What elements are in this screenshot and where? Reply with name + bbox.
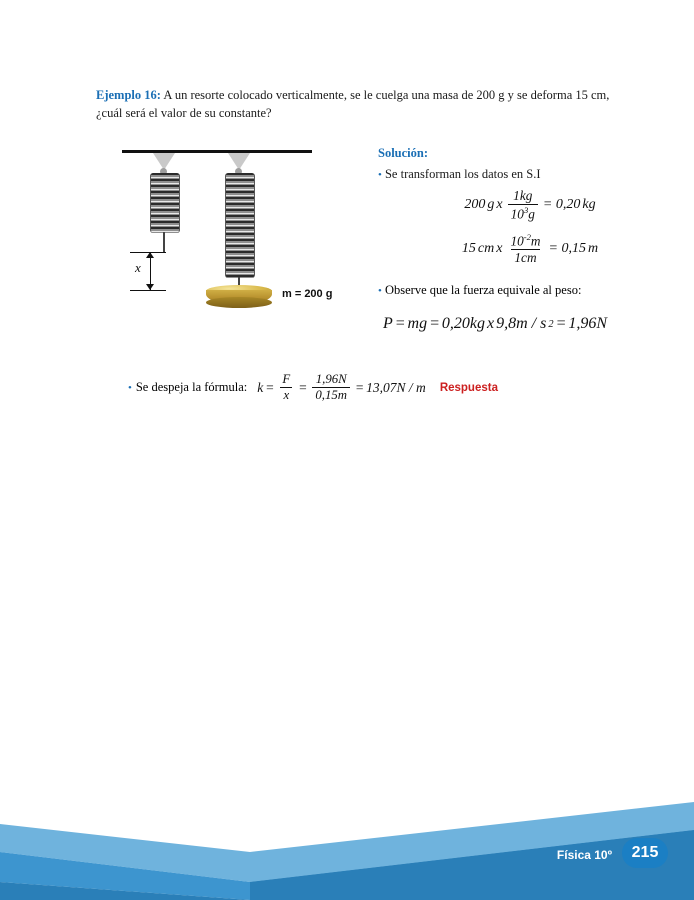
eq1-den-exp: 3: [523, 205, 529, 215]
x-arrow-down-icon: [146, 284, 154, 290]
solution-step-2-text: Observe que la fuerza equivale al peso:: [384, 283, 582, 297]
eq4-num-f: F: [282, 372, 291, 386]
eq1-denominator: [508, 204, 538, 222]
solution-title: Solución:: [378, 146, 429, 160]
eq1-numerator: 1kg: [513, 188, 533, 203]
eq2-unit: cm: [477, 241, 495, 257]
eq3-gravity-exp: 2: [548, 318, 554, 330]
equation-weight: [330, 315, 660, 333]
x-arrow-up-icon: [146, 252, 154, 258]
solution-step-2: [378, 283, 678, 298]
eq1-lead: 200: [464, 197, 486, 213]
eq3-mg: mg: [407, 315, 428, 332]
answer-label: Respuesta: [439, 381, 498, 394]
bullet-icon: •: [378, 285, 382, 297]
eq4-eq1: =: [265, 379, 275, 395]
eq3-eq2: =: [429, 315, 440, 332]
page-number-badge: 215: [622, 838, 668, 868]
eq2-times: x: [496, 241, 503, 257]
bullet-icon: •: [378, 169, 382, 181]
eq2-numerator: [507, 232, 543, 249]
eq4-result: 13,07N / m: [366, 379, 426, 395]
eq4-eq3: =: [355, 379, 365, 395]
eq4-den-x: x: [280, 387, 292, 403]
eq1-den-unit: g: [528, 206, 535, 222]
mass-weight-bottom: [206, 297, 272, 308]
x-label: x: [135, 260, 141, 275]
eq3-eq3: =: [555, 315, 567, 332]
eq1-times: x: [496, 197, 503, 213]
eq1-unit: kg: [582, 197, 596, 213]
equation-unit-length: [385, 232, 675, 266]
eq2-equals: = 0,15: [548, 241, 586, 257]
ceiling-bar: [122, 150, 312, 153]
spring-figure: [110, 140, 350, 315]
eq4-eq2: =: [298, 379, 308, 395]
eq4-fraction-numeric: [312, 372, 350, 403]
eq3-mass: 0,20kg: [441, 315, 486, 332]
spring-unloaded-icon: [150, 173, 180, 233]
eq1-equals: = 0,20: [542, 197, 581, 213]
eq3-eq1: =: [394, 315, 406, 332]
solution-step-3-text: Se despeja la fórmula:: [135, 380, 248, 394]
page-footer: [0, 790, 694, 900]
solution-step-3: [128, 372, 498, 403]
solution-block: [378, 146, 668, 186]
spring-rod-left: [163, 232, 165, 252]
eq1-fraction: [508, 188, 538, 222]
eq1-var: g: [487, 197, 495, 213]
eq4-fraction-symbolic: [279, 372, 293, 403]
bullet-icon: •: [128, 381, 132, 394]
solution-step-1: [378, 167, 668, 182]
footer-wave-graphic: [0, 790, 694, 900]
problem-text: A un resorte colocado verticalmente, se le cuelga una masa de 200 g y se deforma 15 cm, ¿cuál será el valor de su constante?: [96, 88, 610, 121]
eq4-den-value: 0,15m: [312, 387, 350, 403]
x-guide-bottom: [130, 290, 166, 291]
footer-title: Física 10º: [556, 848, 612, 862]
eq2-lead: 15: [461, 241, 476, 257]
solution-step-1-text: Se transforman los datos en S.I: [384, 167, 541, 181]
eq4-num-value: 1,96N: [315, 372, 347, 386]
eq3-gravity: 9,8m / s: [496, 315, 547, 332]
mass-label: m = 200 g: [282, 288, 333, 300]
eq3-times: x: [487, 315, 495, 332]
eq3-result: 1,96N: [568, 315, 608, 332]
problem-statement: [96, 86, 636, 122]
example-label: Ejemplo 16:: [96, 88, 161, 102]
eq2-result-unit: m: [587, 241, 599, 257]
eq2-num-exp: -2: [523, 232, 531, 242]
equation-unit-mass: [385, 188, 675, 222]
eq4-k: k: [257, 379, 264, 395]
spring-loaded-icon: [225, 173, 255, 278]
eq3-p: P: [382, 315, 393, 332]
eq2-fraction: [507, 232, 543, 266]
eq2-denominator: 1cm: [511, 249, 539, 266]
eq2-num-unit: m: [530, 233, 541, 249]
eq2-num-base: 10: [510, 233, 524, 249]
eq1-den-base: 10: [510, 206, 524, 222]
